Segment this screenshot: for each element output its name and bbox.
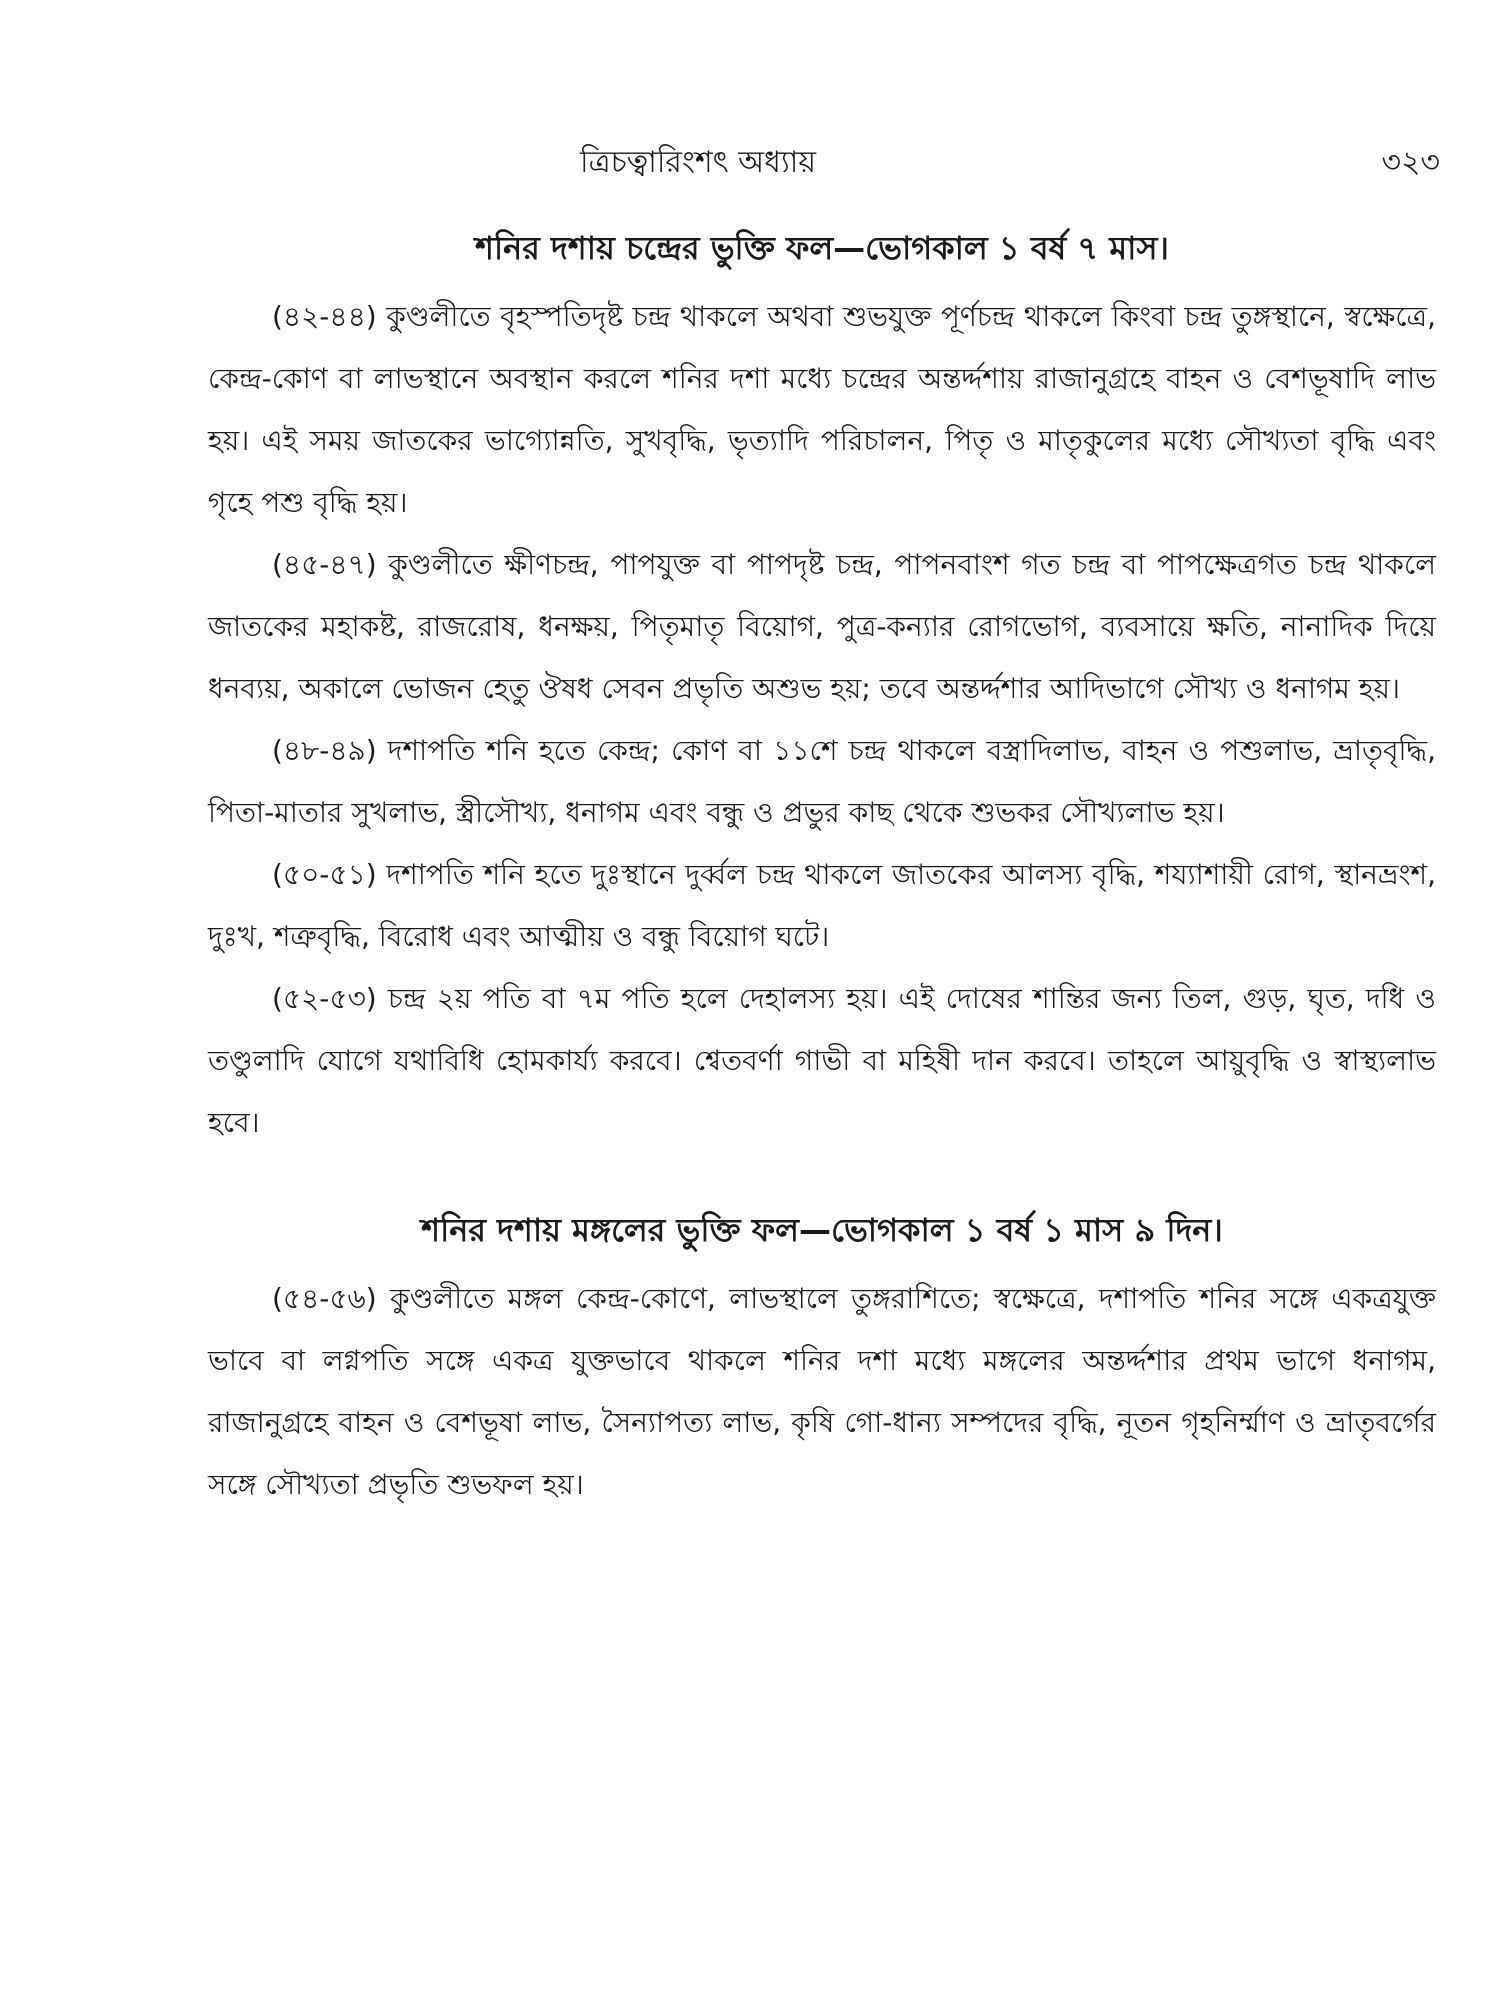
paragraph-42-44: (৪২-৪৪) কুণ্ডলীতে বৃহস্পতিদৃষ্ট চন্দ্র থাকলে অথবা শুভযুক্ত পূর্ণচন্দ্র থাকলে কিংবা চন্দ্র তুঙ্গস্থানে, স্বক্ষেত্রে, কেন্দ্র-কোণ বা লাভস্থানে অবস্থান করলে শনির দশা মধ্যে চন্দ্রের অন্তর্দ্দশায় রাজানুগ্রহে বাহন ও বেশভূষাদি লাভ হয়। এই সময় জাতকের ভাগ্যোন্নতি, সুখবৃদ্ধি, ভৃত্যাদি পরিচালন, পিতৃ ও মাতৃকুলের মধ্যে সৌখ্যতা বৃদ্ধি এবং গৃহে পশু বৃদ্ধি হয়। — [208, 300, 1436, 519]
section-heading-moon: শনির দশায় চন্দ্রের ভুক্তি ফল—ভোগকাল ১ বর্ষ ৭ মাস। — [475, 229, 1169, 267]
page-number: ৩২৩ — [1381, 145, 1440, 180]
paragraph-48-49: (৪৮-৪৯) দশাপতি শনি হতে কেন্দ্র; কোণ বা ১১শে চন্দ্র থাকলে বস্ত্রাদিলাভ, বাহন ও পশুলাভ, ভ্রাতৃবৃদ্ধি, পিতা-মাতার সুখলাভ, স্ত্রীসৌখ্য, ধনাগম এবং বন্ধু ও প্রভুর কাছ থেকে শুভকর সৌখ্যলাভ হয়। — [208, 734, 1436, 829]
paragraph-52-53: (৫২-৫৩) চন্দ্র ২য় পতি বা ৭ম পতি হলে দেহালস্য হয়। এই দোষের শান্তির জন্য তিল, গুড়, ঘৃত, দধি ও তণ্ডুলাদি যোগে যথাবিধি হোমকার্য্য করবে। শ্বেতবর্ণা গাভী বা মহিষী দান করবে। তাহলে আয়ুবৃদ্ধি ও স্বাস্থ্যলাভ হবে। — [208, 982, 1436, 1139]
paragraph-50-51: (৫০-৫১) দশাপতি শনি হতে দুঃস্থানে দুর্ব্বল চন্দ্র থাকলে জাতকের আলস্য বৃদ্ধি, শয্যাশায়ী রোগ, স্থানভ্রংশ, দুঃখ, শত্রুবৃদ্ধি, বিরোধ এবং আত্মীয় ও বন্ধু বিয়োগ ঘটে। — [208, 858, 1436, 953]
section-heading-mars: শনির দশায় মঙ্গলের ভুক্তি ফল—ভোগকাল ১ বর্ষ ১ মাস ৯ দিন। — [421, 1211, 1223, 1249]
paragraph-54-56: (৫৪-৫৬) কুণ্ডলীতে মঙ্গল কেন্দ্র-কোণে, লাভস্থালে তুঙ্গরাশিতে; স্বক্ষেত্রে, দশাপতি শনির সঙ্গে একত্রযুক্ত ভাবে বা লগ্নপতি সঙ্গে একত্র যুক্তভাবে থাকলে শনির দশা মধ্যে মঙ্গলের অন্তর্দ্দশার প্রথম ভাগে ধনাগম, রাজানুগ্রহে বাহন ও বেশভূষা লাভ, সৈন্যাপত্য লাভ, কৃষি গো-ধান্য সম্পদের বৃদ্ধি, নূতন গৃহনির্ম্মাণ ও ভ্রাতৃবর্গের সঙ্গে সৌখ্যতা প্রভৃতি শুভফল হয়। — [208, 1282, 1436, 1501]
running-head — [200, 138, 1440, 188]
chapter-title: ত্রিচত্বারিংশৎ অধ্যায় — [580, 145, 817, 180]
body-text — [208, 220, 1436, 1516]
paragraph-45-47: (৪৫-৪৭) কুণ্ডলীতে ক্ষীণচন্দ্র, পাপযুক্ত বা পাপদৃষ্ট চন্দ্র, পাপনবাংশ গত চন্দ্র বা পাপক্ষেত্রগত চন্দ্র থাকলে জাতকের মহাকষ্ট, রাজরোষ, ধনক্ষয়, পিতৃমাতৃ বিয়োগ, পুত্র-কন্যার রোগভোগ, ব্যবসায়ে ক্ষতি, নানাদিক দিয়ে ধনব্যয়, অকালে ভোজন হেতু ঔষধ সেবন প্রভৃতি অশুভ হয়; তবে অন্তর্দ্দশার আদিভাগে সৌখ্য ও ধনাগম হয়। — [208, 548, 1436, 705]
